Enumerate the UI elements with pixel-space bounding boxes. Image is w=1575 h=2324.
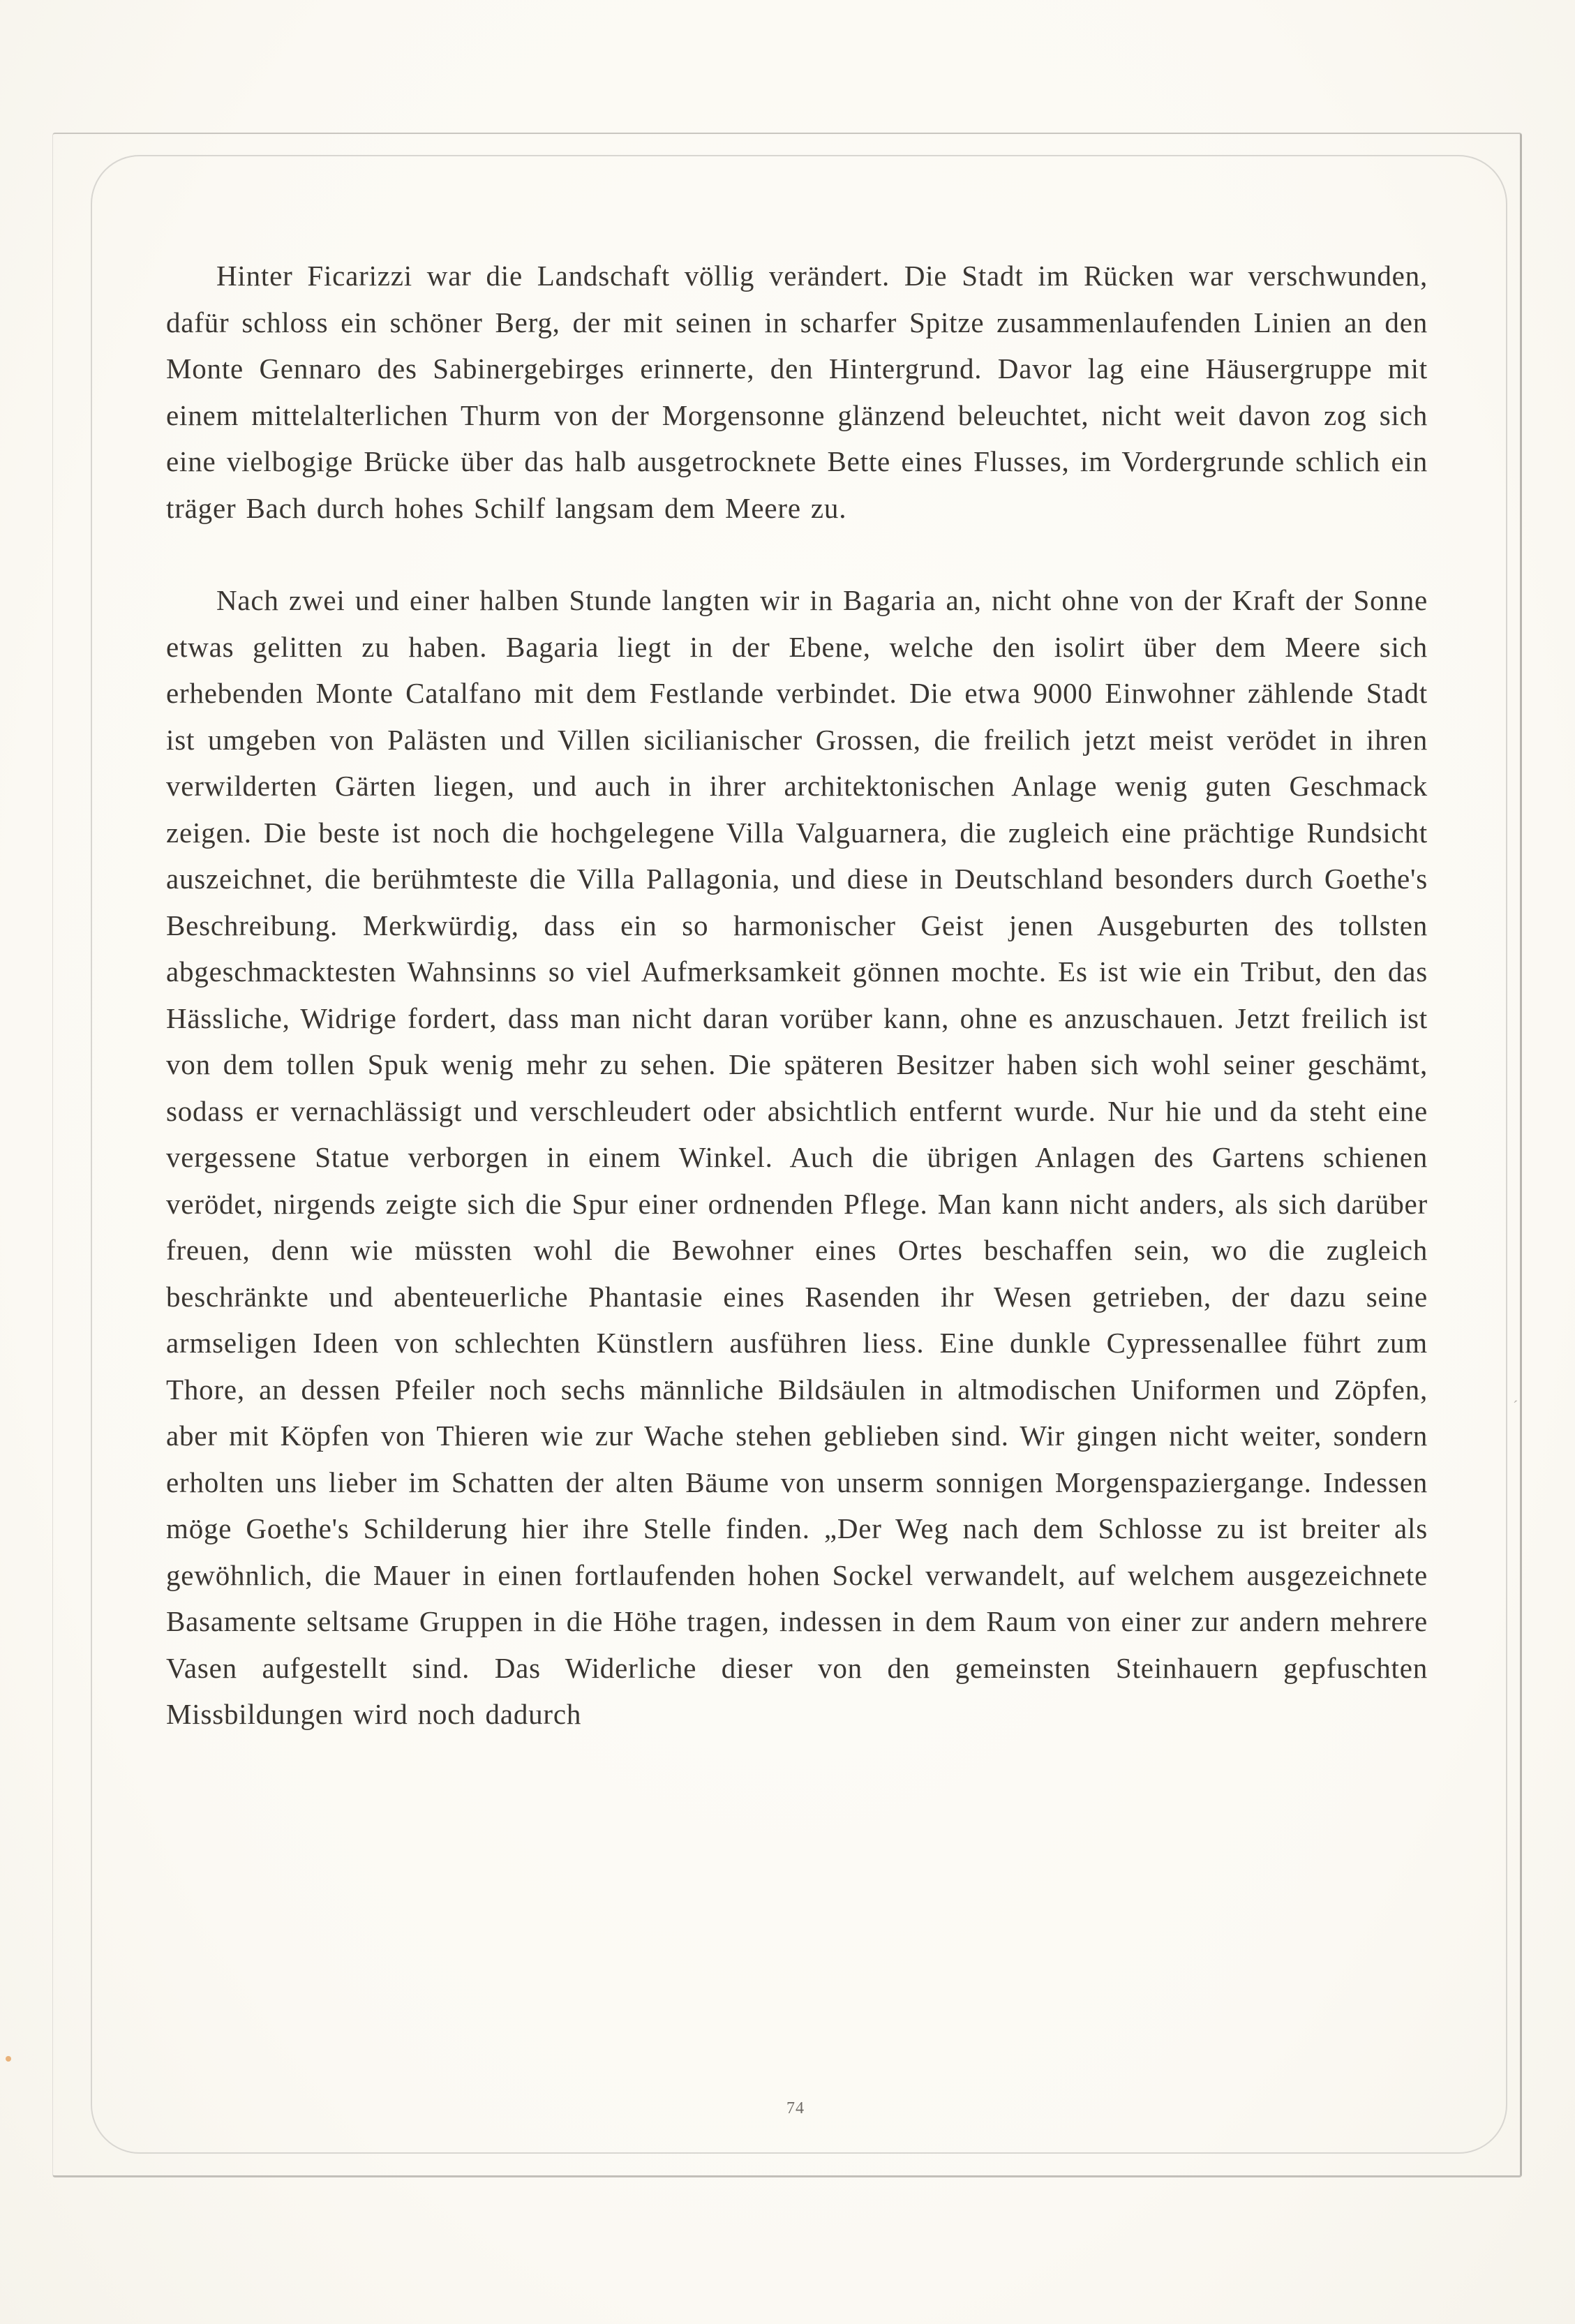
stain-dot xyxy=(6,2056,11,2062)
page-number: 74 xyxy=(786,2099,805,2117)
paragraph-2: Nach zwei und einer halben Stunde langten wir in Bagaria an, nicht ohne von der Kraft der Sonne etwas gelitten zu haben. Bagaria liegt in der Ebene, welche den isolirt über dem Meere sich erhebenden Monte Catalfano mit dem Festlande verbindet. Die etwa 9000 Einwohner zählende Stadt ist umgeben von Palästen und Villen sicilianischer Grossen, die freilich jetzt meist verödet in ihren verwilderten Gärten liegen, und auch in ihrer architektonischen Anlage wenig guten Geschmack zeigen. Die beste ist noch die hochgelegene Villa Valguarnera, die zugleich eine prächtige Rundsicht auszeichnet, die berühmteste die Villa Pallagonia, und diese in Deutschland besonders durch Goethe's Beschreibung. Merkwürdig, dass ein so harmonischer Geist jenen Ausgeburten des tollsten abgeschmacktesten Wahnsinns so viel Aufmerksamkeit gönnen mochte. Es ist wie ein Tribut, den das Hässliche, Widrige fordert, dass man nicht daran vorüber kann, ohne es anzuschauen. Jetzt freilich ist von dem tollen Spuk wenig mehr zu sehen. Die späteren Besitzer haben sich wohl seiner geschämt, sodass er vernachlässigt und verschleudert oder absichtlich entfernt wurde. Nur hie und da steht eine vergessene Statue verborgen in einem Winkel. Auch die übrigen Anlagen des Gartens schienen verödet, nirgends zeigte sich die Spur einer ordnenden Pflege. Man kann nicht anders, als sich darüber freuen, denn wie müssten wohl die Bewohner eines Ortes beschaffen sein, wo die zugleich beschränkte und abenteuerliche Phantasie eines Rasenden ihr Wesen getrieben, der dazu seine armseligen Ideen von schlechten Künstlern ausführen liess. Eine dunkle Cypressenallee führt zum Thore, an dessen Pfeiler noch sechs männliche Bildsäulen in altmodischen Uniformen und Zöpfen, aber mit Köpfen von Thieren wie zur Wache stehen geblieben sind. Wir gingen nicht weiter, sondern erholten uns lieber im Schatten der alten Bäume von unserm sonnigen Morgenspaziergange. Indessen möge Goethe's Schilderung hier ihre Stelle finden. „Der Weg nach dem Schlosse zu ist breiter als gewöhnlich, die Mauer in einen fortlaufenden hohen Sockel verwandelt, auf welchem ausgezeichnete Basamente seltsame Gruppen in die Höhe tragen, indessen in dem Raum von einer zur andern mehrere Vasen aufgestellt sind. Das Widerliche dieser von den gemeinsten Steinhauern gepfuschten Missbildungen wird noch dadurch xyxy=(166,584,1428,1730)
body-text xyxy=(166,253,1428,1738)
edge-mark: ˊ xyxy=(1513,1397,1518,1415)
paragraph-1: Hinter Ficarizzi war die Landschaft völlig verändert. Die Stadt im Rücken war verschwunden, dafür schloss ein schöner Berg, der mit seinen in scharfer Spitze zusammenlaufenden Linien an den Monte Gennaro des Sabinergebirges erinnerte, den Hintergrund. Davor lag eine Häusergruppe mit einem mittelalterlichen Thurm von der Morgensonne glänzend beleuchtet, nicht weit davon zog sich eine vielbogige Brücke über das halb ausgetrocknete Bette eines Flusses, im Vordergrunde schlich ein träger Bach durch hohes Schilf langsam dem Meere zu. xyxy=(166,260,1428,524)
